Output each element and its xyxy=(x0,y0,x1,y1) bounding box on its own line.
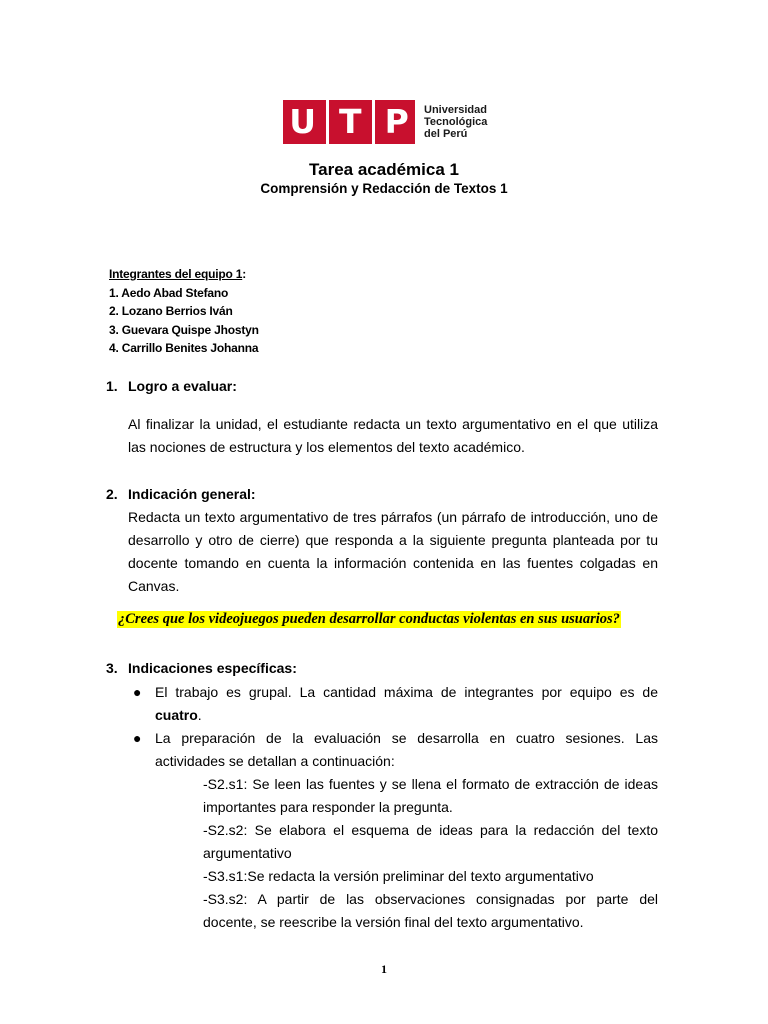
section-1-text xyxy=(128,413,658,459)
text-line: las nociones de estructura y los elementos del texto académico. xyxy=(128,439,525,455)
logo-separator xyxy=(326,100,329,144)
highlighted-question: ¿Crees que los videojuegos pueden desarrollar conductas violentas en sus usuarios? xyxy=(118,611,620,627)
section-3-heading xyxy=(106,660,297,676)
activity-s2s1 xyxy=(203,773,658,819)
logo-letter-p: P xyxy=(384,102,409,141)
text-line: docente, se reescribe la versión final del texto argumentativo. xyxy=(203,914,584,930)
text-line: desarrollo y otro de cierre) que responda a la siguiente pregunta planteada por tu xyxy=(128,532,658,548)
bullet-item-2 xyxy=(155,727,658,773)
team-member: 4. Carrillo Benites Johanna xyxy=(109,341,259,355)
logo-text-line: Universidad xyxy=(424,104,487,116)
text-line: Al finalizar la unidad, el estudiante redacta un texto argumentativo en el que utiliza xyxy=(128,416,658,432)
team-list xyxy=(109,265,259,358)
activity-s3s1 xyxy=(203,865,658,888)
bullet-item-1 xyxy=(155,681,658,727)
text-line: Canvas. xyxy=(128,578,180,594)
section-number: 2. xyxy=(106,486,118,502)
text-line: docente tomando en cuenta la información contenida en las fuentes colgadas en xyxy=(128,555,658,571)
team-member: 2. Lozano Berrios Iván xyxy=(109,304,233,318)
section-2-heading xyxy=(106,486,256,502)
utp-logo-mark xyxy=(283,100,415,144)
logo-letter-t: T xyxy=(339,102,362,141)
text-line xyxy=(155,704,658,727)
text-line: El trabajo es grupal. La cantidad máxima de integrantes por equipo es de xyxy=(155,684,658,700)
logo-letter-u: U xyxy=(289,102,317,141)
text-line: -S3.s2: A partir de las observaciones consignadas por parte del xyxy=(203,891,658,907)
section-title: Logro a evaluar: xyxy=(128,378,237,394)
bullet-icon: ● xyxy=(133,684,142,700)
text-line: -S3.s1:Se redacta la versión preliminar del texto argumentativo xyxy=(203,868,594,884)
team-heading: Integrantes del equipo 1 xyxy=(109,267,243,281)
activity-s3s2 xyxy=(203,888,658,934)
section-2-text xyxy=(128,506,658,598)
text-line: La preparación de la evaluación se desarrolla en cuatro sesiones. Las xyxy=(155,730,658,746)
text-line: Redacta un texto argumentativo de tres párrafos (un párrafo de introducción, uno de xyxy=(128,509,658,525)
section-number: 1. xyxy=(106,378,118,394)
text-end: . xyxy=(197,707,202,723)
logo-text-line: del Perú xyxy=(424,128,468,140)
section-number: 3. xyxy=(106,660,118,676)
team-member: 3. Guevara Quispe Jhostyn xyxy=(109,322,259,337)
team-member: 1. Aedo Abad Stefano xyxy=(109,285,229,300)
logo-text-line: Tecnológica xyxy=(424,116,488,128)
logo-separator xyxy=(372,100,375,144)
activity-s2s2 xyxy=(203,819,658,865)
section-1-heading xyxy=(106,378,237,394)
document-subtitle: Comprensión y Redacción de Textos 1 xyxy=(260,181,508,196)
text-line: -S2.s1: Se leen las fuentes y se llena el formato de extracción de ideas xyxy=(203,776,658,792)
team-heading-colon: : xyxy=(242,267,247,281)
text-line: argumentativo xyxy=(203,845,292,861)
logo-text xyxy=(424,104,487,140)
page-number: 1 xyxy=(381,962,387,976)
bullet-icon: ● xyxy=(133,730,142,746)
utp-logo xyxy=(283,100,487,144)
document-title: Tarea académica 1 xyxy=(309,160,459,179)
team-heading-row xyxy=(109,265,259,284)
bold-word: cuatro xyxy=(155,707,198,723)
text-line: -S2.s2: Se elabora el esquema de ideas para la redacción del texto xyxy=(203,822,658,838)
text-line: actividades se detallan a continuación: xyxy=(155,753,395,769)
section-title: Indicaciones específicas: xyxy=(128,660,297,676)
section-title: Indicación general: xyxy=(128,486,256,502)
text-line: importantes para responder la pregunta. xyxy=(203,799,453,815)
